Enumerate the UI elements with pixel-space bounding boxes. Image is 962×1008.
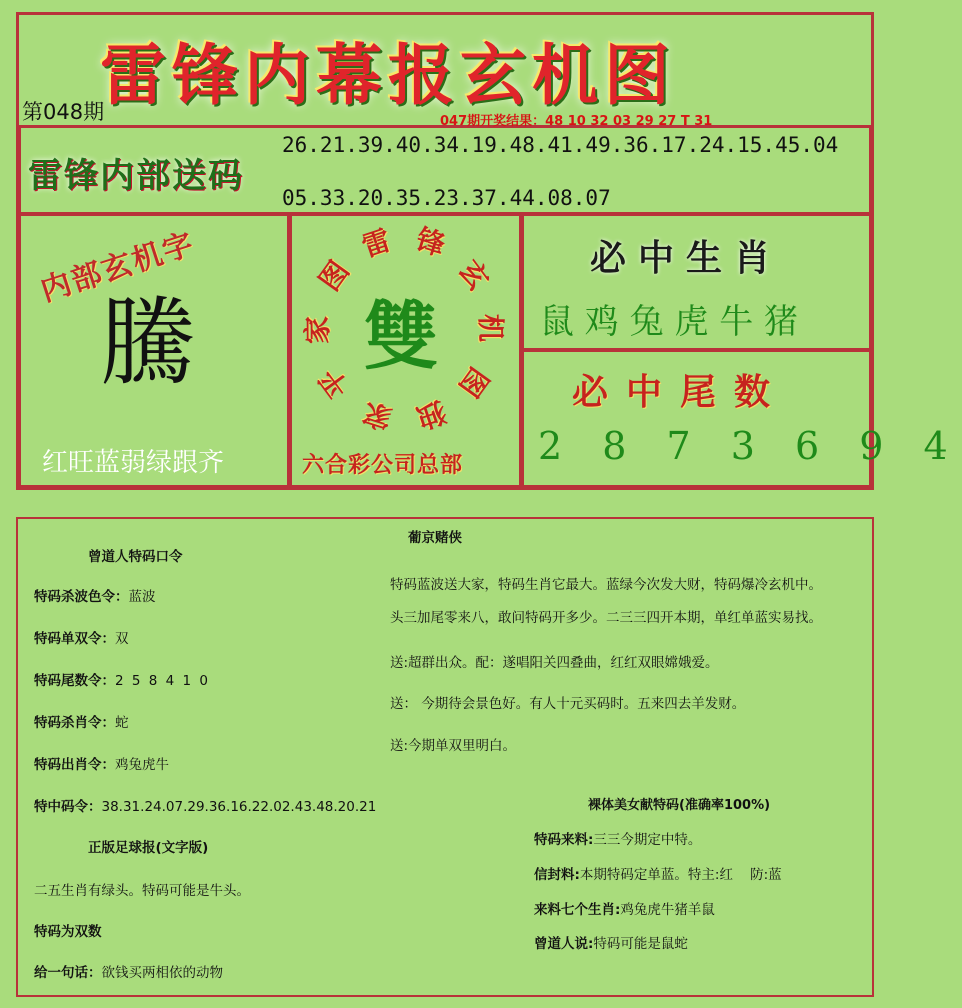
left-row bbox=[34, 627, 129, 647]
row-value: 38.31.24.07.29.36.16.22.02.43.48.20.21 bbox=[101, 799, 377, 815]
football-line: 二五生肖有绿头。特码可能是牛头。 bbox=[34, 883, 250, 899]
right-line: 送:今期单双里明白。 bbox=[390, 738, 517, 754]
give-value: 欲钱买两相依的动物 bbox=[101, 965, 223, 981]
beauty-row bbox=[534, 828, 701, 848]
row-key: 曾道人说: bbox=[534, 936, 594, 952]
row-value: 蛇 bbox=[115, 715, 129, 731]
company-label: 六合彩公司总部 bbox=[302, 452, 464, 478]
row-value: 本期特码定单蓝。特主:红 防:蓝 bbox=[579, 867, 782, 883]
right-line: 送： 今期待会景色好。有人十元买码时。五来四去羊发财。 bbox=[390, 696, 746, 712]
row-key: 特码单双令： bbox=[34, 631, 115, 647]
right-heading: 葡京赌侠 bbox=[408, 530, 462, 546]
give-line bbox=[34, 961, 223, 981]
page-title: 雷锋内幕报玄机图 bbox=[100, 36, 676, 114]
ring-character: 玄 bbox=[452, 254, 496, 297]
left-row bbox=[34, 669, 210, 689]
row-key: 特码出肖令： bbox=[34, 757, 115, 773]
ring-character: 图 bbox=[312, 255, 356, 298]
row-value: 双 bbox=[115, 631, 129, 647]
ring-character: 平 bbox=[312, 361, 356, 404]
left-row bbox=[34, 795, 376, 815]
beauty-heading: 裸体美女献特码(准确率100%) bbox=[588, 798, 771, 813]
ring-character: 家 bbox=[300, 315, 335, 344]
left-row bbox=[34, 753, 169, 773]
xuanji-label: 内部玄机字 bbox=[36, 226, 200, 309]
row-key: 特中码令： bbox=[34, 799, 102, 815]
xuanji-character: 騰 bbox=[100, 287, 196, 399]
left-row bbox=[34, 585, 156, 605]
row-key: 特码杀肖令： bbox=[34, 715, 115, 731]
ring-character: 图 bbox=[452, 360, 496, 403]
center-character: 雙 bbox=[364, 294, 438, 380]
zodiac-label: 必中生肖 bbox=[590, 237, 783, 279]
previous-result: 047期开奖结果：48 10 32 03 29 27 T 31 bbox=[440, 114, 713, 129]
right-line: 送:超群出众。配：遂唱阳关四叠曲，红红双眼嫦娥爱。 bbox=[390, 655, 719, 671]
beauty-row bbox=[534, 863, 782, 883]
zodiac-values: 鼠 鸡 兔 虎 牛 猪 bbox=[540, 302, 799, 342]
row-value: 蓝波 bbox=[128, 589, 156, 605]
ring-character: 锋 bbox=[411, 222, 449, 263]
row-key: 信封料: bbox=[534, 867, 580, 883]
row-value: 特码可能是鼠蛇 bbox=[593, 936, 688, 952]
row-key: 特码来料: bbox=[534, 832, 594, 848]
right-line: 特码蓝波送大家，特码生肖它最大。蓝绿今次发大财，特码爆冷玄机中。 bbox=[390, 577, 822, 593]
ring-character: 家 bbox=[359, 395, 397, 436]
row-value: 三三今期定中特。 bbox=[593, 832, 702, 848]
even-line: 特码为双数 bbox=[34, 924, 102, 940]
beauty-row bbox=[534, 932, 688, 952]
tail-label: 必中尾数 bbox=[572, 371, 789, 413]
row-key: 特码尾数令： bbox=[34, 673, 115, 689]
ring-character: 机 bbox=[473, 314, 508, 343]
tail-values: 2 8 7 3 6 9 4 bbox=[538, 424, 962, 468]
left-heading: 曾道人特码口令 bbox=[88, 549, 183, 565]
beauty-row bbox=[534, 898, 715, 918]
internal-codes-label: 雷锋内部送码 bbox=[28, 156, 244, 196]
internal-codes-line-1: 26.21.39.40.34.19.48.41.49.36.17.24.15.45.04 bbox=[282, 133, 839, 157]
row-key: 来料七个生肖: bbox=[534, 902, 621, 918]
row-key: 特码杀波色令： bbox=[34, 589, 129, 605]
row-value: 鸡兔虎牛猪羊鼠 bbox=[620, 902, 715, 918]
internal-codes-line-2: 05.33.20.35.23.37.44.08.07 bbox=[282, 186, 611, 210]
issue-number: 第048期 bbox=[22, 100, 105, 124]
right-line: 头三加尾零来八，敢问特码开多少。二三三四开本期，单红单蓝实易找。 bbox=[390, 610, 822, 626]
color-hint: 红旺蓝弱绿跟齐 bbox=[42, 448, 225, 478]
row-value: 鸡兔虎牛 bbox=[115, 757, 169, 773]
ring-character: 独 bbox=[412, 394, 450, 435]
ring-character: 雷 bbox=[358, 223, 396, 264]
give-key: 给一句话： bbox=[34, 965, 102, 981]
football-heading: 正版足球报(文字版) bbox=[88, 840, 209, 856]
left-row bbox=[34, 711, 129, 731]
row-value: 2 5 8 4 1 0 bbox=[115, 673, 210, 689]
